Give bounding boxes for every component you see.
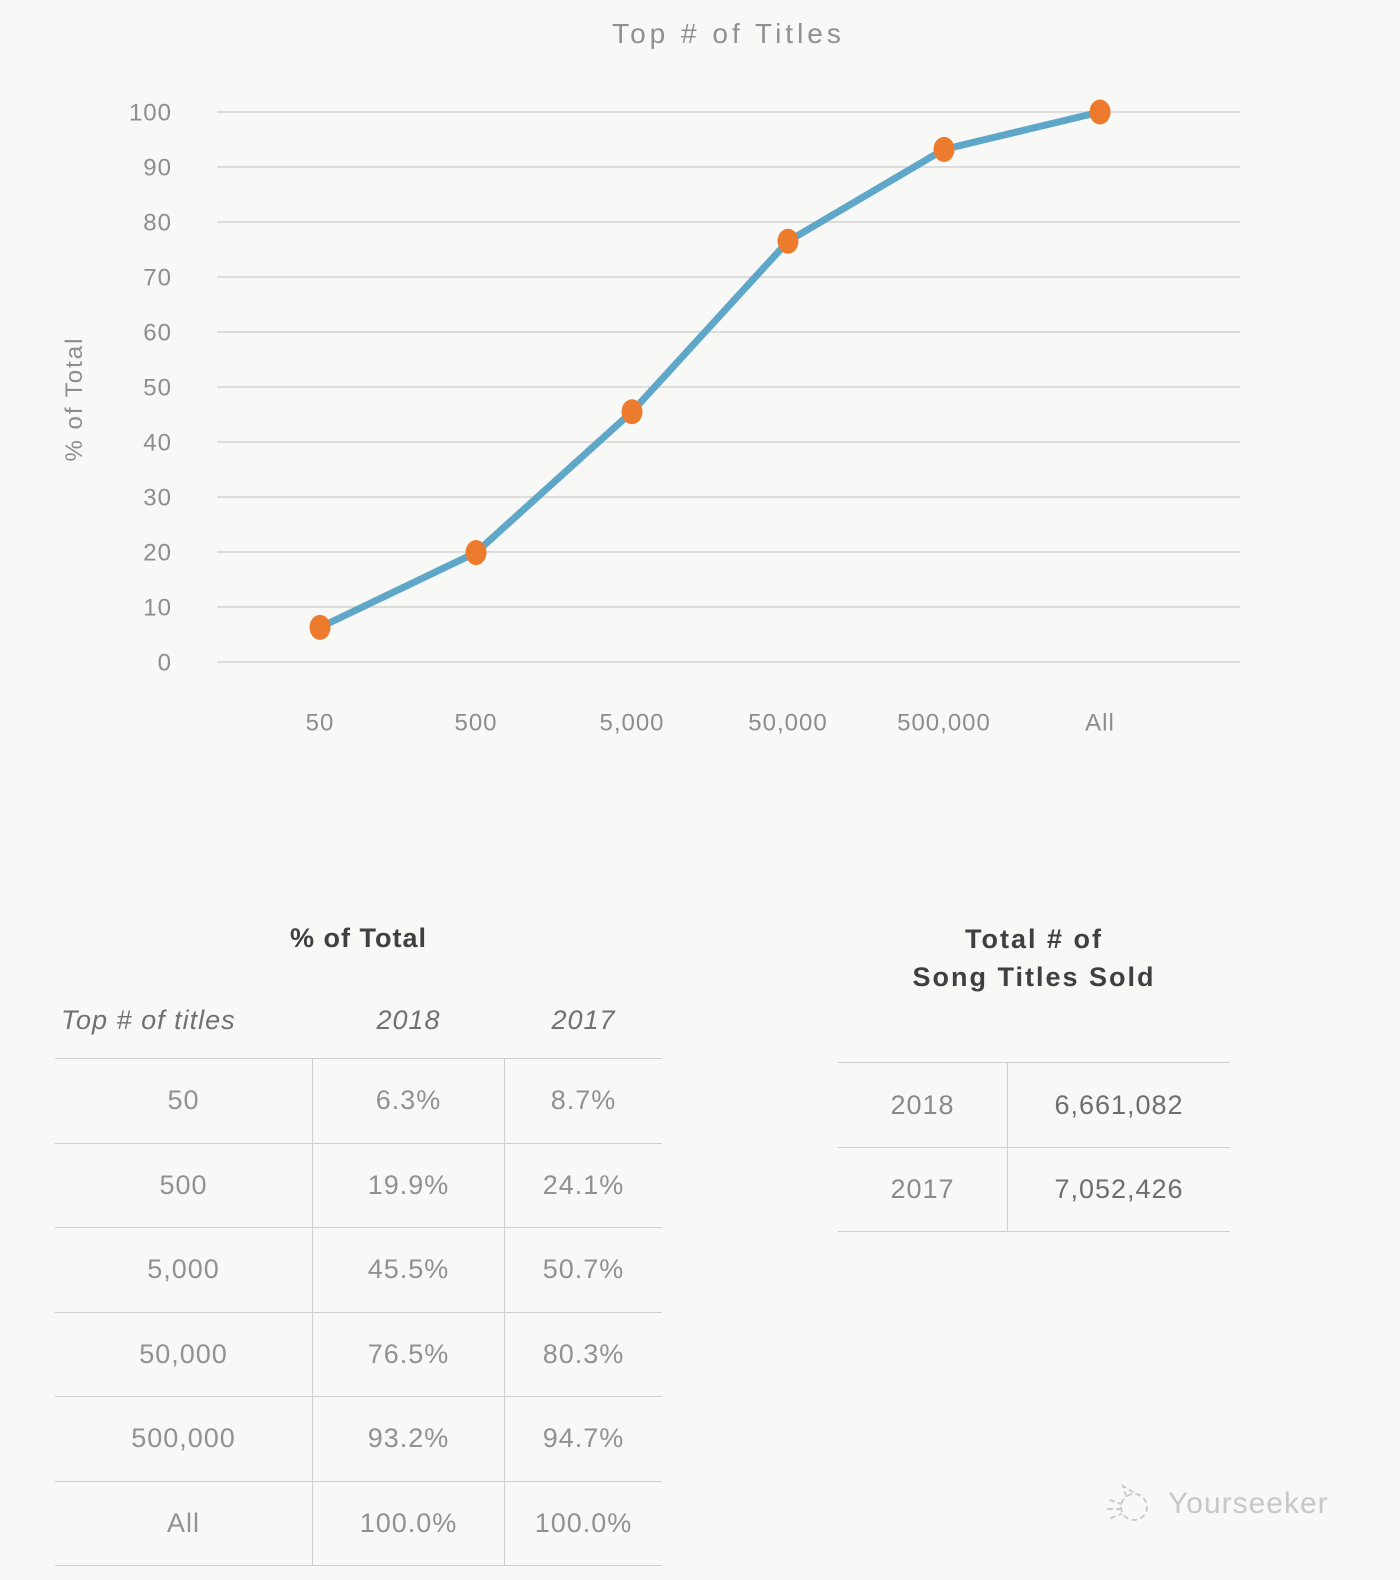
y-tick-label: 0 [157,649,172,677]
data-point-marker [310,615,331,640]
table-cell: 50 [55,1058,312,1143]
y-tick-label: 40 [143,429,172,457]
data-point-marker [1090,100,1111,125]
y-tick-label: 90 [143,154,172,182]
table-cell: 93.2% [312,1396,505,1481]
table-cell: 50,000 [55,1312,312,1397]
data-point-marker [934,137,955,162]
cat-logo-icon [1106,1480,1158,1528]
x-tick-label: All [1085,709,1115,737]
table-cell: 100.0% [505,1481,662,1566]
y-tick-label: 60 [143,319,172,347]
y-tick-label: 10 [143,594,172,622]
y-tick-label: 70 [143,264,172,292]
table-cell: 45.5% [312,1227,505,1312]
table-cell: 5,000 [55,1227,312,1312]
y-tick-label: 80 [143,209,172,237]
totals-table-title [838,920,1230,996]
y-tick-label: 100 [128,99,172,127]
table-cell: 8.7% [505,1058,662,1143]
table-cell: 76.5% [312,1312,505,1397]
y-tick-label: 50 [143,374,172,402]
table-cell: 19.9% [312,1143,505,1228]
totals-title-line1: Total # of [965,924,1103,954]
table-cell: All [55,1481,312,1566]
data-point-marker [466,540,487,565]
pct-table-header [55,998,662,1042]
data-point-marker [622,399,643,424]
y-axis-label: % of Total [61,336,88,462]
table-cell: 2018 [890,1089,955,1120]
table-cell: 24.1% [505,1143,662,1228]
y-tick-label: 20 [143,539,172,567]
x-tick-label: 50,000 [748,709,828,737]
totals-table [838,1062,1230,1232]
table-cell: 6,661,082 [1007,1063,1230,1147]
watermark-label: Yourseeker [1168,1487,1329,1520]
totals-title-line2: Song Titles Sold [912,962,1156,992]
table-cell: 6.3% [312,1058,505,1143]
table-cell: 500 [55,1143,312,1228]
pct-header-2017: 2017 [551,1004,616,1035]
chart-title: Top # of Titles [612,18,845,49]
watermark [1106,1478,1329,1530]
table-cell: 80.3% [505,1312,662,1397]
table-cell: 500,000 [55,1396,312,1481]
pct-table [55,1058,662,1566]
pct-header-titles: Top # of titles [61,1004,236,1035]
table-cell: 94.7% [505,1396,662,1481]
y-tick-label: 30 [143,484,172,512]
x-tick-label: 5,000 [599,709,665,737]
table-cell: 2017 [838,1147,1007,1231]
table-cell: 100.0% [312,1481,505,1566]
table-cell: 7,052,426 [1007,1147,1230,1231]
table-cell: 50.7% [505,1227,662,1312]
series-line-2018 [320,112,1100,627]
x-tick-label: 500 [454,709,498,737]
x-tick-label: 50 [305,709,335,737]
pct-header-2018: 2018 [376,1004,441,1035]
x-tick-label: 500,000 [897,709,991,737]
data-point-marker [778,229,799,254]
pct-table-title: % of Total [290,923,427,953]
